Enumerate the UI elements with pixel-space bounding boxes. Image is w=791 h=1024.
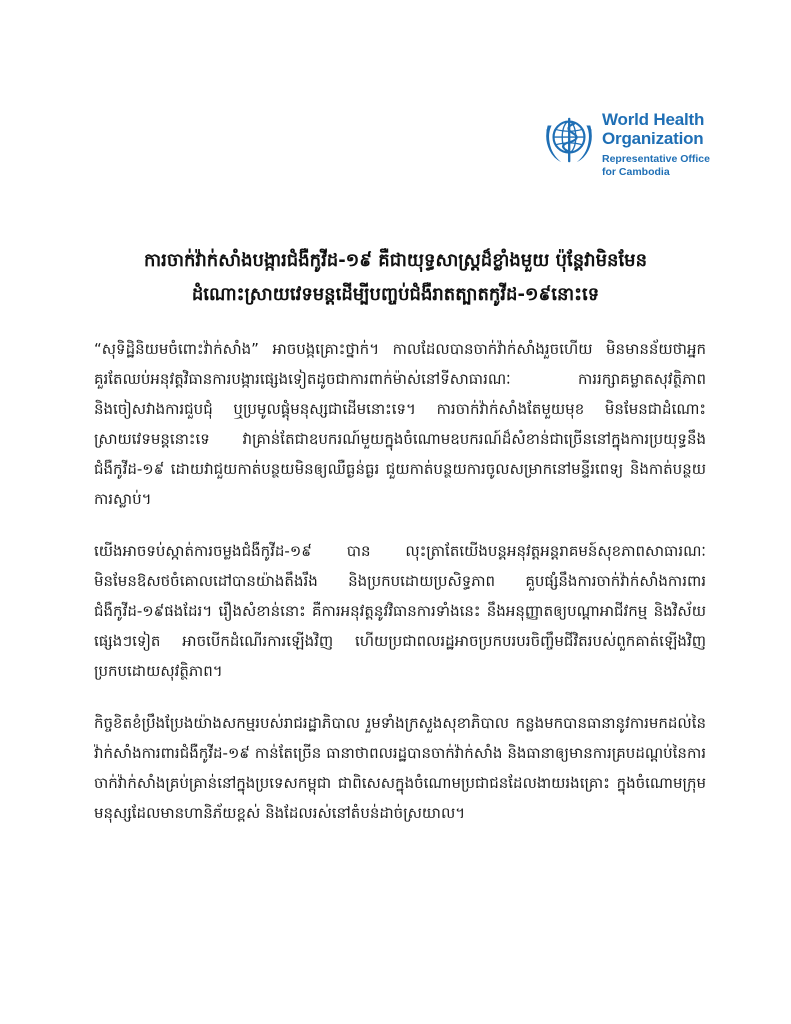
title-line-1: ការចាក់វ៉ាក់សាំងបង្ការជំងឺកូវីដ-១៩ គឺជាយុទ្ធសាស្ត្រដ៏ខ្លាំងមួយ ប៉ុន្តែវាមិនមែន xyxy=(143,250,648,271)
article-body xyxy=(94,334,706,850)
office-line-2: for Cambodia xyxy=(602,166,670,178)
title-line-2: ដំណោះស្រាយវេទមន្តដើម្បីបញ្ចប់ជំងឺរាតត្បាតកូវីដ-១៩នោះទេ xyxy=(191,284,600,305)
who-logo xyxy=(540,110,760,186)
who-wordmark xyxy=(602,110,762,179)
who-emblem-icon xyxy=(540,110,598,168)
page-title xyxy=(60,244,731,312)
paragraph-3: កិច្ចខិតខំប្រឹងប្រែងយ៉ាងសកម្មរបស់រាជរដ្ឋាភិបាល រួមទាំងក្រសួងសុខាភិបាល កន្លងមកបានធានានូវការមកដល់នៃវ៉ាក់សាំងការពារជំងឺកូវីដ-១៩ កាន់តែច្រើន ធានាថាពលរដ្ឋបានចាក់វ៉ាក់សាំង និងធានាឲ្យមានការគ្របដណ្តប់នៃការចាក់វ៉ាក់សាំងគ្រប់គ្រាន់នៅក្នុងប្រទេសកម្ពុជា ជាពិសេសក្នុងចំណោមប្រជាជនដែលងាយរងគ្រោះ ក្នុងចំណោមក្រុមមនុស្សដែលមានហានិភ័យខ្ពស់ និងដែលរស់នៅតំបន់ដាច់ស្រយាល។ xyxy=(94,714,706,822)
paragraph-2: យើងអាចទប់ស្កាត់ការចម្លងជំងឺកូវីដ-១៩ បាន លុះត្រាតែយើងបន្តអនុវត្តអន្តរាគមន៍សុខភាពសាធារណៈមិនមែនឱសថចំគោលដៅបានយ៉ាងតឹងរឹង និងប្រកបដោយប្រសិទ្ធភាព គួបផ្សំនឹងការចាក់វ៉ាក់សាំងការពារជំងឺកូវីដ-១៩ផងដែរ។ រឿងសំខាន់នោះ គឺការអនុវត្តនូវវិធានការទាំងនេះ នឹងអនុញ្ញាតឲ្យបណ្តាអាជីវកម្ម និងវិស័យផ្សេងៗទៀត អាចបើកដំណើរការឡើងវិញ ហើយប្រជាពលរដ្ឋអាចប្រកបរបរចិញ្ចឹមជីវិតរបស់ពួកគាត់ឡើងវិញប្រកបដោយសុវត្ថិភាព។ xyxy=(94,542,706,680)
paragraph-1: “សុទិដ្ឋិនិយមចំពោះវ៉ាក់សាំង” អាចបង្កគ្រោះថ្នាក់។ កាលដែលបានចាក់វ៉ាក់សាំងរួចហើយ មិនមានន័យថាអ្នកគួរតែឈប់អនុវត្តវិធានការបង្ការផ្សេងទៀតដូចជាការពាក់ម៉ាស់នៅទីសាធារណៈ ការរក្សាគម្លាតសុវត្ថិភាព និងចៀសវាងការជួបជុំ ឬប្រមូលផ្តុំមនុស្សជាដើមនោះទេ។ ការចាក់វ៉ាក់សាំងតែមួយមុខ មិនមែនជាដំណោះស្រាយវេទមន្តនោះទេ វាគ្រាន់តែជាឧបករណ៍មួយក្នុងចំណោមឧបករណ៍ដ៏សំខាន់ជាច្រើននៅក្នុងការប្រយុទ្ធនឹងជំងឺកូវីដ-១៩ ដោយវាជួយកាត់បន្ថយមិនឲ្យឈឺធ្ងន់ធ្ងរ ជួយកាត់បន្ថយការចូលសម្រាកនៅមន្ទីរពេទ្យ និងកាត់បន្ថយការស្លាប់។ xyxy=(94,340,706,508)
org-name-line-1: World Health xyxy=(602,110,705,129)
org-name-line-2: Organization xyxy=(602,129,704,148)
office-line-1: Representative Office xyxy=(602,153,710,165)
